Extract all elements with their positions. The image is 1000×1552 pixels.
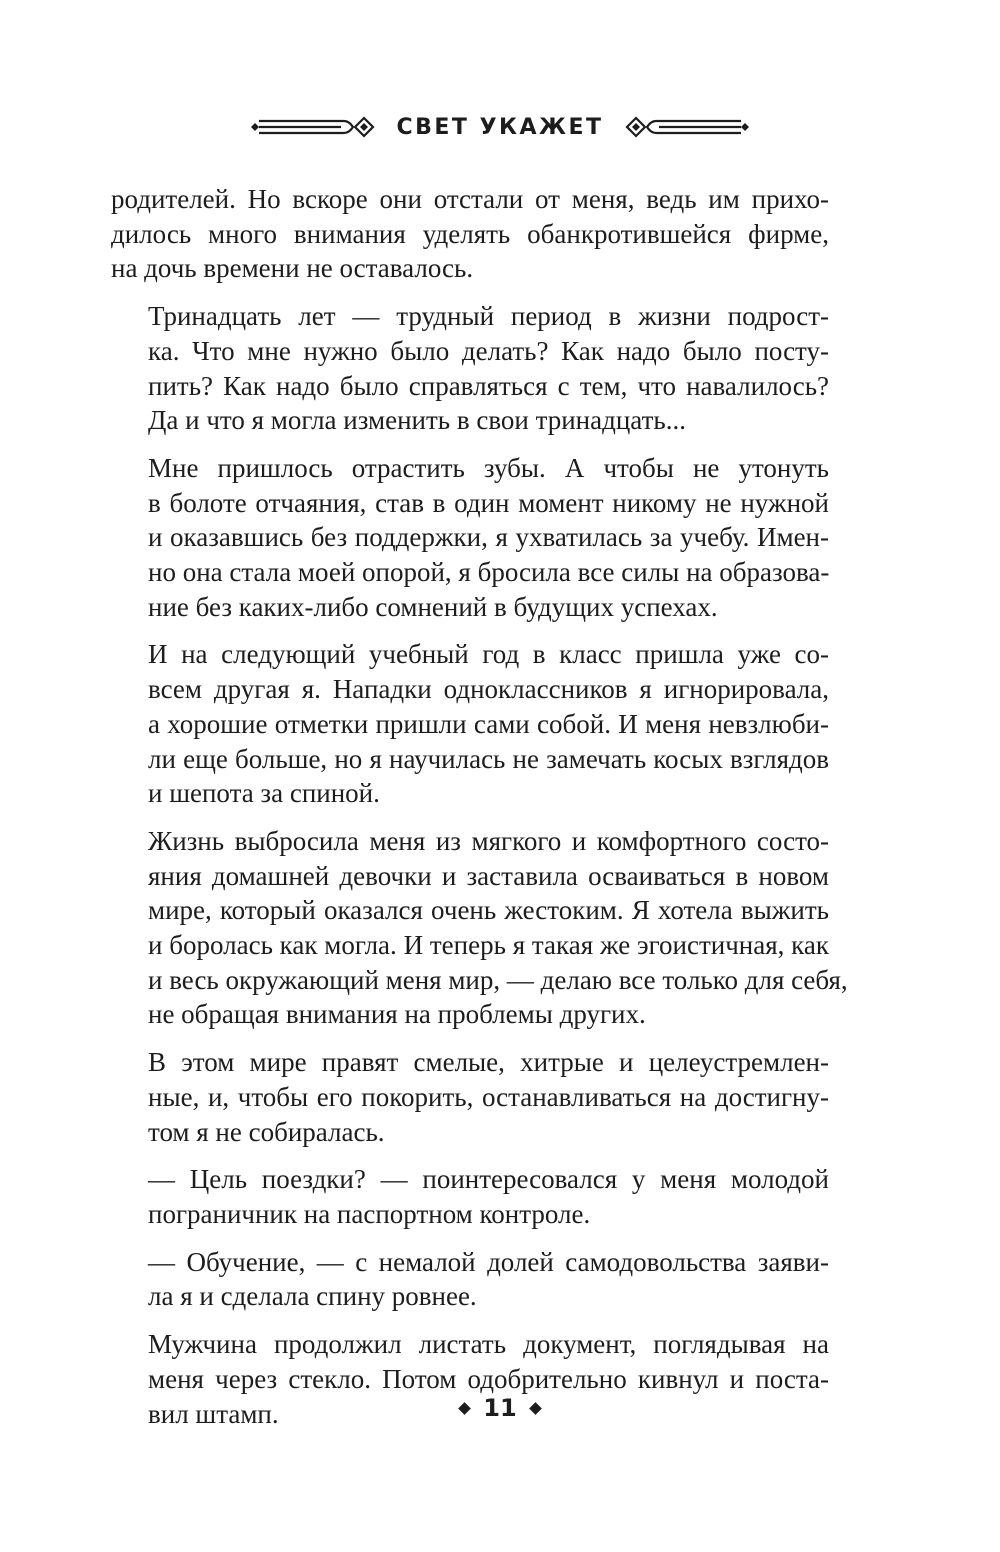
text-line: ла я и сделала спину ровнее. [148,1281,477,1312]
text-line: — Цель поездки? — поинтересовался у меня молодой [148,1164,829,1195]
text-line: родителей. Но вскоре они отстали от меня, ведь им прихо- [111,184,829,214]
text-line: ние без каких-либо сомнений в будущих успехах. [148,591,718,622]
text-line: — Обучение, — с немалой долей самодовольства заяви- [148,1246,829,1277]
text-line: а хорошие отметки пришли сами собой. И меня невзлюби- [148,708,829,739]
text-line: И на следующий учебный год в класс пришла уже со- [148,639,829,670]
paragraph [111,824,848,1032]
text-line: мире, который оказался очень жестоким. Я хотела выжить [148,895,829,926]
paragraph [111,1162,829,1231]
text-line: Жизнь выбросила меня из мягкого и комфортного состо- [148,825,829,856]
text-line: пить? Как надо было справляться с тем, что навалилось? [148,370,829,401]
page-number-footer [0,1394,1000,1422]
paragraph [111,1045,829,1149]
text-line: ка. Что мне нужно было делать? Как надо было посту- [148,335,829,366]
text-line: меня через стекло. Потом одобрительно кивнул и поста- [148,1363,829,1394]
header-ornament-left-icon [249,107,384,147]
text-line: вил штамп. [148,1398,279,1429]
text-line: ли еще больше, но я научилась не замечать косых взглядов [148,743,829,774]
text-line: Мне пришлось отрастить зубы. А чтобы не утонуть [148,452,829,483]
text-line: в болоте отчаяния, став в один момент никому не нужной [148,487,829,518]
text-line: всем другая я. Нападки одноклассников я игнорировала, [148,674,829,705]
text-line: не обращая внимания на проблемы других. [148,999,646,1030]
text-line: В этом мире правят смелые, хитрые и целеустремлен- [148,1047,829,1078]
text-line: яния домашней девочки и заставила осваиваться в новом [148,860,829,891]
paragraph [111,451,829,625]
paragraph [111,299,829,438]
text-line: ные, и, чтобы его покорить, останавливаться на достигну- [148,1081,829,1112]
paragraph [111,637,829,811]
text-line: Тринадцать лет — трудный период в жизни подрост- [148,301,829,332]
text-line: Мужчина продолжил листать документ, поглядывая на [148,1329,829,1360]
folio-diamond-right-icon [529,1402,542,1415]
text-line: и оказавшись без поддержки, я ухватилась за учебу. Имен- [148,522,829,553]
text-line: на дочь времени не оставалось. [111,253,474,284]
body-text [111,182,848,1431]
text-line: и боролась как могла. И теперь я такая же эгоистичная, как [148,930,829,961]
paragraph [111,1245,829,1314]
text-line: том я не собиралась. [148,1116,385,1147]
text-line: Да и что я могла изменить в свои тринадцать... [148,405,686,436]
running-header [0,104,1000,150]
page-number: 11 [483,1394,517,1422]
text-line: пограничник на паспортном контроле. [148,1198,591,1229]
header-ornament-right-icon [616,107,751,147]
running-header-title: СВЕТ УКАЖЕТ [396,114,604,140]
paragraph [111,182,829,286]
folio-diamond-left-icon [458,1402,471,1415]
text-line: но она стала моей опорой, я бросила все силы на образова- [148,557,830,588]
text-line: дилось много внимания уделять обанкротившейся фирме, [111,218,829,249]
text-line: и шепота за спиной. [148,778,380,809]
text-line: и весь окружающий меня мир, — делаю все только для себя, [148,964,848,995]
